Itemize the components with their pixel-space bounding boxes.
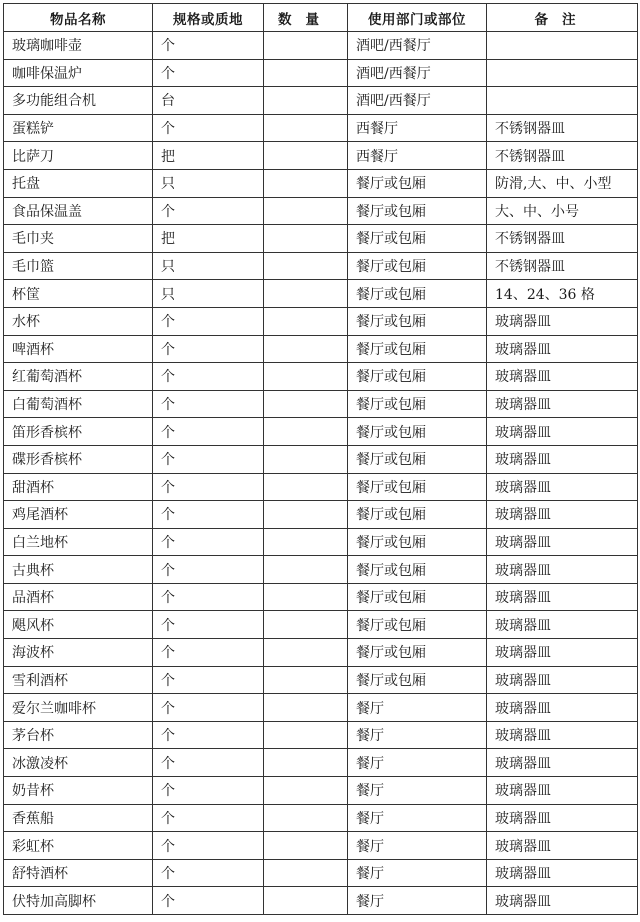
cell-item-name: 玻璃咖啡壶 xyxy=(4,32,153,60)
cell-spec: 个 xyxy=(153,639,264,667)
cell-quantity xyxy=(264,87,348,115)
cell-spec: 个 xyxy=(153,556,264,584)
cell-remarks xyxy=(487,59,638,87)
cell-spec: 个 xyxy=(153,114,264,142)
cell-department: 餐厅 xyxy=(348,859,487,887)
cell-remarks: 玻璃器皿 xyxy=(487,666,638,694)
table-row xyxy=(4,390,638,418)
cell-spec: 个 xyxy=(153,694,264,722)
cell-quantity xyxy=(264,307,348,335)
table-row xyxy=(4,87,638,115)
cell-quantity xyxy=(264,142,348,170)
cell-quantity xyxy=(264,887,348,915)
cell-quantity xyxy=(264,418,348,446)
cell-department: 餐厅或包厢 xyxy=(348,418,487,446)
cell-item-name: 蛋糕铲 xyxy=(4,114,153,142)
cell-quantity xyxy=(264,611,348,639)
cell-department: 餐厅 xyxy=(348,749,487,777)
header-department: 使用部门或部位 xyxy=(348,4,487,32)
cell-remarks: 14、24、36 格 xyxy=(487,280,638,308)
cell-remarks: 玻璃器皿 xyxy=(487,335,638,363)
cell-department: 餐厅或包厢 xyxy=(348,583,487,611)
cell-remarks: 玻璃器皿 xyxy=(487,804,638,832)
cell-remarks: 玻璃器皿 xyxy=(487,887,638,915)
cell-department: 西餐厅 xyxy=(348,114,487,142)
cell-quantity xyxy=(264,363,348,391)
cell-item-name: 冰激凌杯 xyxy=(4,749,153,777)
cell-department: 西餐厅 xyxy=(348,142,487,170)
cell-department: 餐厅或包厢 xyxy=(348,197,487,225)
cell-item-name: 多功能组合机 xyxy=(4,87,153,115)
cell-quantity xyxy=(264,501,348,529)
cell-remarks: 玻璃器皿 xyxy=(487,832,638,860)
table-row xyxy=(4,749,638,777)
cell-item-name: 食品保温盖 xyxy=(4,197,153,225)
table-row xyxy=(4,777,638,805)
table-row xyxy=(4,59,638,87)
cell-item-name: 海波杯 xyxy=(4,639,153,667)
table-row xyxy=(4,363,638,391)
cell-spec: 个 xyxy=(153,32,264,60)
cell-quantity xyxy=(264,197,348,225)
cell-quantity xyxy=(264,114,348,142)
cell-quantity xyxy=(264,694,348,722)
cell-item-name: 奶昔杯 xyxy=(4,777,153,805)
table-row xyxy=(4,721,638,749)
cell-remarks: 大、中、小号 xyxy=(487,197,638,225)
cell-item-name: 品酒杯 xyxy=(4,583,153,611)
table-row xyxy=(4,445,638,473)
cell-item-name: 碟形香槟杯 xyxy=(4,445,153,473)
cell-item-name: 香蕉船 xyxy=(4,804,153,832)
cell-spec: 个 xyxy=(153,501,264,529)
cell-remarks: 玻璃器皿 xyxy=(487,611,638,639)
cell-item-name: 爱尔兰咖啡杯 xyxy=(4,694,153,722)
cell-item-name: 水杯 xyxy=(4,307,153,335)
cell-department: 餐厅或包厢 xyxy=(348,225,487,253)
cell-department: 餐厅或包厢 xyxy=(348,473,487,501)
cell-spec: 个 xyxy=(153,473,264,501)
cell-spec: 个 xyxy=(153,611,264,639)
cell-department: 餐厅或包厢 xyxy=(348,528,487,556)
table-row xyxy=(4,556,638,584)
table-row xyxy=(4,225,638,253)
cell-department: 餐厅或包厢 xyxy=(348,280,487,308)
cell-spec: 个 xyxy=(153,363,264,391)
cell-quantity xyxy=(264,556,348,584)
cell-quantity xyxy=(264,225,348,253)
cell-spec: 个 xyxy=(153,445,264,473)
cell-department: 酒吧/西餐厅 xyxy=(348,87,487,115)
header-remarks: 备注 xyxy=(487,4,638,32)
cell-quantity xyxy=(264,280,348,308)
table-row xyxy=(4,32,638,60)
cell-item-name: 毛巾篮 xyxy=(4,252,153,280)
table-row xyxy=(4,859,638,887)
cell-spec: 把 xyxy=(153,142,264,170)
cell-item-name: 飓风杯 xyxy=(4,611,153,639)
cell-spec: 个 xyxy=(153,749,264,777)
cell-item-name: 甜酒杯 xyxy=(4,473,153,501)
cell-department: 餐厅或包厢 xyxy=(348,501,487,529)
cell-item-name: 啤酒杯 xyxy=(4,335,153,363)
cell-item-name: 茅台杯 xyxy=(4,721,153,749)
cell-department: 餐厅 xyxy=(348,694,487,722)
cell-item-name: 笛形香槟杯 xyxy=(4,418,153,446)
cell-item-name: 鸡尾酒杯 xyxy=(4,501,153,529)
cell-spec: 个 xyxy=(153,528,264,556)
cell-quantity xyxy=(264,749,348,777)
cell-department: 餐厅 xyxy=(348,804,487,832)
cell-spec: 台 xyxy=(153,87,264,115)
cell-item-name: 杯筐 xyxy=(4,280,153,308)
cell-remarks: 玻璃器皿 xyxy=(487,777,638,805)
cell-spec: 个 xyxy=(153,307,264,335)
cell-remarks: 玻璃器皿 xyxy=(487,859,638,887)
cell-department: 餐厅或包厢 xyxy=(348,363,487,391)
cell-quantity xyxy=(264,59,348,87)
cell-remarks: 玻璃器皿 xyxy=(487,307,638,335)
cell-spec: 个 xyxy=(153,59,264,87)
table-row xyxy=(4,639,638,667)
cell-quantity xyxy=(264,832,348,860)
cell-spec: 只 xyxy=(153,280,264,308)
cell-spec: 只 xyxy=(153,169,264,197)
cell-remarks: 玻璃器皿 xyxy=(487,445,638,473)
cell-spec: 个 xyxy=(153,197,264,225)
cell-department: 酒吧/西餐厅 xyxy=(348,59,487,87)
cell-remarks: 不锈钢器皿 xyxy=(487,142,638,170)
cell-department: 餐厅 xyxy=(348,832,487,860)
cell-spec: 个 xyxy=(153,721,264,749)
table-row xyxy=(4,280,638,308)
cell-department: 餐厅 xyxy=(348,887,487,915)
cell-remarks: 玻璃器皿 xyxy=(487,363,638,391)
cell-remarks xyxy=(487,32,638,60)
table-row xyxy=(4,804,638,832)
cell-department: 餐厅或包厢 xyxy=(348,307,487,335)
table-row xyxy=(4,169,638,197)
cell-remarks: 玻璃器皿 xyxy=(487,694,638,722)
table-row xyxy=(4,114,638,142)
cell-department: 餐厅或包厢 xyxy=(348,666,487,694)
cell-department: 餐厅或包厢 xyxy=(348,335,487,363)
header-row xyxy=(4,4,638,32)
cell-department: 餐厅或包厢 xyxy=(348,169,487,197)
header-quantity: 数量 xyxy=(264,4,348,32)
table-row xyxy=(4,611,638,639)
cell-spec: 个 xyxy=(153,335,264,363)
cell-remarks: 玻璃器皿 xyxy=(487,473,638,501)
cell-quantity xyxy=(264,252,348,280)
cell-item-name: 彩虹杯 xyxy=(4,832,153,860)
cell-quantity xyxy=(264,169,348,197)
cell-remarks: 不锈钢器皿 xyxy=(487,114,638,142)
cell-remarks: 玻璃器皿 xyxy=(487,749,638,777)
cell-remarks: 防滑,大、中、小型 xyxy=(487,169,638,197)
cell-remarks: 玻璃器皿 xyxy=(487,528,638,556)
cell-quantity xyxy=(264,639,348,667)
table-row xyxy=(4,197,638,225)
table-row xyxy=(4,418,638,446)
cell-remarks xyxy=(487,87,638,115)
table-row xyxy=(4,694,638,722)
table-row xyxy=(4,666,638,694)
cell-quantity xyxy=(264,583,348,611)
cell-item-name: 伏特加高脚杯 xyxy=(4,887,153,915)
cell-item-name: 舒特酒杯 xyxy=(4,859,153,887)
cell-spec: 个 xyxy=(153,804,264,832)
cell-remarks: 玻璃器皿 xyxy=(487,390,638,418)
cell-item-name: 比萨刀 xyxy=(4,142,153,170)
cell-department: 餐厅或包厢 xyxy=(348,556,487,584)
header-item-name: 物品名称 xyxy=(4,4,153,32)
table-row xyxy=(4,583,638,611)
cell-department: 餐厅或包厢 xyxy=(348,611,487,639)
header-spec: 规格或质地 xyxy=(153,4,264,32)
cell-quantity xyxy=(264,32,348,60)
cell-spec: 把 xyxy=(153,225,264,253)
cell-quantity xyxy=(264,666,348,694)
equipment-table xyxy=(3,3,638,915)
cell-remarks: 玻璃器皿 xyxy=(487,556,638,584)
cell-quantity xyxy=(264,528,348,556)
cell-quantity xyxy=(264,777,348,805)
cell-item-name: 白葡萄酒杯 xyxy=(4,390,153,418)
cell-item-name: 托盘 xyxy=(4,169,153,197)
cell-remarks: 玻璃器皿 xyxy=(487,583,638,611)
cell-item-name: 古典杯 xyxy=(4,556,153,584)
table-row xyxy=(4,252,638,280)
cell-item-name: 雪利酒杯 xyxy=(4,666,153,694)
cell-spec: 个 xyxy=(153,583,264,611)
cell-quantity xyxy=(264,445,348,473)
cell-department: 餐厅或包厢 xyxy=(348,445,487,473)
cell-department: 餐厅 xyxy=(348,777,487,805)
cell-remarks: 不锈钢器皿 xyxy=(487,252,638,280)
table-row xyxy=(4,307,638,335)
table-row xyxy=(4,887,638,915)
cell-quantity xyxy=(264,335,348,363)
table-body xyxy=(4,32,638,915)
cell-quantity xyxy=(264,859,348,887)
cell-remarks: 不锈钢器皿 xyxy=(487,225,638,253)
cell-quantity xyxy=(264,390,348,418)
cell-spec: 个 xyxy=(153,832,264,860)
cell-spec: 个 xyxy=(153,666,264,694)
cell-item-name: 红葡萄酒杯 xyxy=(4,363,153,391)
cell-remarks: 玻璃器皿 xyxy=(487,721,638,749)
table-row xyxy=(4,142,638,170)
cell-department: 餐厅 xyxy=(348,721,487,749)
cell-remarks: 玻璃器皿 xyxy=(487,501,638,529)
cell-quantity xyxy=(264,804,348,832)
cell-spec: 个 xyxy=(153,777,264,805)
cell-spec: 个 xyxy=(153,859,264,887)
table-row xyxy=(4,832,638,860)
cell-spec: 个 xyxy=(153,887,264,915)
cell-remarks: 玻璃器皿 xyxy=(487,639,638,667)
cell-item-name: 咖啡保温炉 xyxy=(4,59,153,87)
cell-department: 酒吧/西餐厅 xyxy=(348,32,487,60)
cell-quantity xyxy=(264,721,348,749)
cell-remarks: 玻璃器皿 xyxy=(487,418,638,446)
cell-quantity xyxy=(264,473,348,501)
cell-spec: 个 xyxy=(153,418,264,446)
cell-item-name: 毛巾夹 xyxy=(4,225,153,253)
cell-spec: 个 xyxy=(153,390,264,418)
cell-department: 餐厅或包厢 xyxy=(348,639,487,667)
cell-item-name: 白兰地杯 xyxy=(4,528,153,556)
table-row xyxy=(4,335,638,363)
cell-spec: 只 xyxy=(153,252,264,280)
table-row xyxy=(4,501,638,529)
cell-department: 餐厅或包厢 xyxy=(348,252,487,280)
table-row xyxy=(4,528,638,556)
table-row xyxy=(4,473,638,501)
cell-department: 餐厅或包厢 xyxy=(348,390,487,418)
